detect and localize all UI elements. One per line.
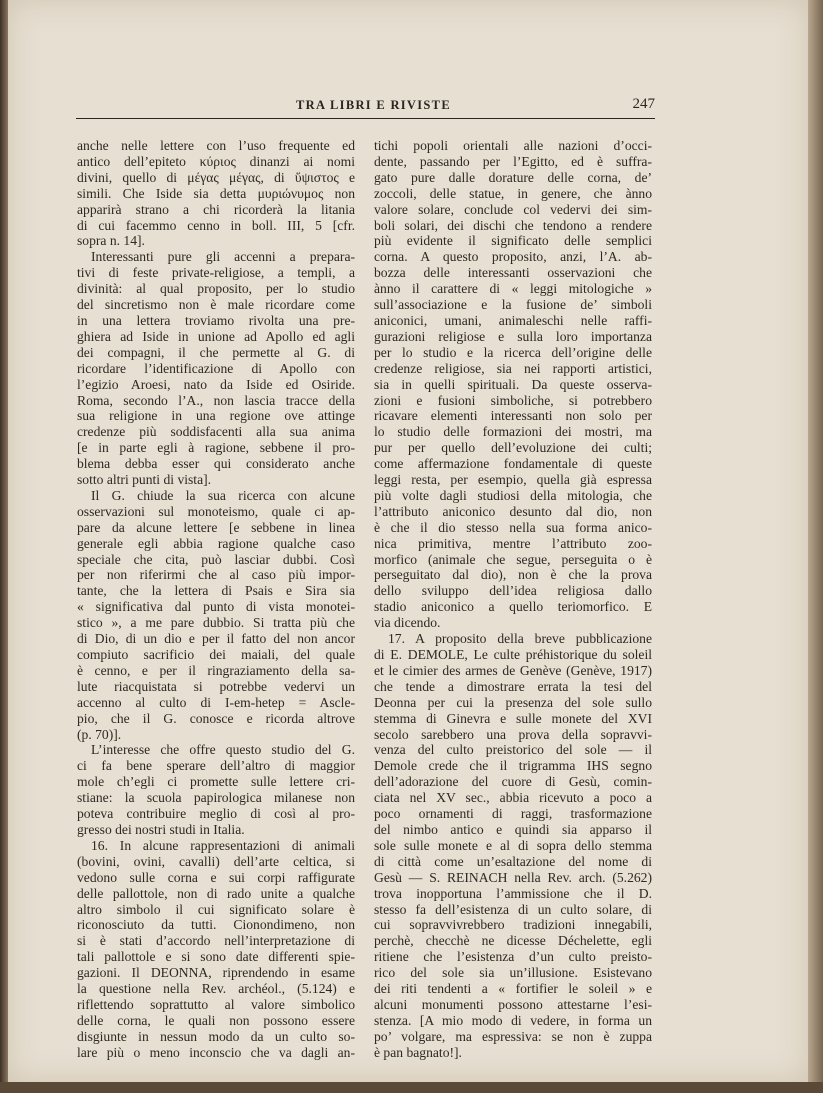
text-line: poteva contribuire meglio di così al pro- bbox=[77, 806, 355, 822]
text-line: L’interesse che offre questo studio del G. bbox=[91, 742, 355, 758]
text-line: dell’adorazione del cuore di Gesù, comin- bbox=[374, 774, 652, 790]
text-line: di E. DEMOLE, Le culte préhistorique du soleil bbox=[374, 647, 652, 662]
text-line: speciale che cita, può lasciar dubbi. Così bbox=[77, 551, 355, 567]
text-line: per non riferirmi che al caso più impor- bbox=[77, 567, 355, 583]
text-line: di cui facemmo cenno in boll. III, 5 [cfr. bbox=[77, 217, 355, 233]
text-line: cui sopravvivrebbero tradizioni innegabili, bbox=[374, 917, 652, 933]
text-line: pur per quello dell’evoluzione dei culti; bbox=[374, 440, 652, 456]
text-line: dei compagni, il che permette al G. di bbox=[77, 344, 355, 360]
text-line: l’attributo aniconico desunto dal dio, non bbox=[374, 503, 652, 519]
text-line: anche nelle lettere con l’uso frequente ed bbox=[77, 138, 355, 153]
page-number: 247 bbox=[632, 96, 655, 112]
text-line: gresso dei nostri studi in Italia. bbox=[77, 821, 245, 837]
text-line: pio, che il G. conosce e ricorda altrove bbox=[77, 710, 355, 726]
book-binding-edge bbox=[0, 0, 8, 1093]
text-line: (bovini, ovini, cavalli) dell’arte celtica, si bbox=[77, 853, 355, 869]
text-line: stenza. [A mio modo di vedere, in forma un bbox=[374, 1012, 652, 1028]
text-line: dente, passando per l’Egitto, ed è suffra- bbox=[374, 153, 652, 169]
text-line: secolo sarebbero una prova della sopravvi- bbox=[374, 726, 652, 742]
text-line: come affermazione fondamentale di queste bbox=[374, 456, 652, 472]
text-line: leggi resta, per esempio, quella già espressa bbox=[374, 472, 652, 488]
text-line: altro simbolo il cui significato solare è bbox=[77, 901, 355, 917]
text-line: riflettendo soprattutto al valore simbolico bbox=[77, 996, 355, 1012]
text-line: ànno il carattere di « leggi mitologiche » bbox=[374, 281, 652, 297]
text-line: sua religione in una regione ove attinge bbox=[77, 408, 355, 424]
text-line: credenze religiose, sia nei rapporti artistici, bbox=[374, 360, 652, 376]
text-line: ghiera ad Iside in unione ad Apollo ed agli bbox=[77, 328, 355, 344]
text-line: sia in quelli spirituali. Da queste osserva- bbox=[374, 376, 652, 392]
text-line: trova inopportuna l’ammissione che il D. bbox=[374, 885, 652, 901]
text-line: stemma di Ginevra e sulle monete del XVI bbox=[374, 710, 652, 726]
text-line: via dicendo. bbox=[374, 615, 441, 631]
text-line: generale egli abbia ragione qualche caso bbox=[77, 535, 355, 551]
text-line: bozza delle interessanti osservazioni che bbox=[374, 265, 652, 281]
text-line: divini, quello di μέγας μέγας, di ὕψιστος e bbox=[77, 169, 355, 185]
text-line: alcuni monumenti possono attestarne l’esi- bbox=[374, 996, 652, 1012]
text-line: gurazioni religiose e sulla loro importanza bbox=[374, 328, 652, 344]
text-line: poco ornamenti di raggi, trasformazione bbox=[374, 806, 652, 822]
text-line: lo studio delle formazioni dei mostri, ma bbox=[374, 424, 652, 440]
text-line: del sincretismo non è male ricordare come bbox=[77, 297, 355, 313]
text-line: lare più o meno inconscio che va dagli an- bbox=[77, 1044, 355, 1060]
text-line: valore solare, conclude col vedervi dei sim- bbox=[374, 201, 652, 217]
text-line: stico », a me pare dubbio. Si tratta più che bbox=[77, 615, 355, 631]
text-line: credenze più soddisfacenti alla sua anima bbox=[77, 424, 355, 440]
text-line: di città come un’esaltazione del nome di bbox=[374, 853, 652, 869]
text-line: disgiunte in nessun modo da un culto so- bbox=[77, 1028, 355, 1044]
text-line: sotto altri punti di vista]. bbox=[77, 472, 212, 488]
text-line: antico dell’epiteto κύριος dinanzi ai nomi bbox=[77, 153, 355, 169]
text-line: 17. A proposito della breve pubblicazione bbox=[388, 631, 652, 647]
text-line: l’egizio Aroesi, nato da Iside ed Osiride. bbox=[77, 376, 355, 392]
text-line: Demole crede che il trigramma IHS segno bbox=[374, 758, 652, 774]
text-line: Gesù — S. REINACH nella Rev. arch. (5.262) bbox=[374, 869, 652, 885]
text-line: sopra n. 14]. bbox=[77, 233, 145, 249]
text-line: perchè, checchè ne dicesse Déchelette, egli bbox=[374, 933, 652, 949]
text-line: Interessanti pure gli accenni a prepara- bbox=[91, 249, 355, 265]
text-line: ciata nel XV sec., abbia ricevuto a poco a bbox=[374, 790, 652, 806]
text-line: per lo studio e la ricerca dell’origine delle bbox=[374, 344, 652, 360]
text-line: ritiene che l’esistenza d’un culto preisto- bbox=[374, 949, 652, 965]
text-line: « significativa dal punto di vista monotei- bbox=[77, 599, 355, 615]
text-line: pare da alcune lettere [e sebbene in linea bbox=[77, 519, 355, 535]
text-line: mole ch’egli ci promette sulle lettere cri- bbox=[77, 774, 355, 790]
text-line: po’ volgare, ma espressiva: se non è zuppa bbox=[374, 1028, 652, 1044]
text-line: sole sulle monete e al di sopra dello stemma bbox=[374, 837, 652, 853]
text-line: blema debba esser qui considerato anche bbox=[77, 456, 355, 472]
right-text-column bbox=[374, 138, 652, 1061]
text-line: aniconici, umani, animaleschi nelle raffi- bbox=[374, 312, 652, 328]
text-line: rico del sole sia un’illusione. Esistevano bbox=[374, 965, 652, 981]
text-line: zoccoli, delle statue, in genere, che ànno bbox=[374, 185, 652, 201]
text-line: che tende a dimostrare errata la tesi del bbox=[374, 678, 652, 694]
text-line: tali pallottole e si sono date differenti spie- bbox=[77, 949, 355, 965]
page-bottom-edge bbox=[0, 1082, 823, 1093]
text-line: la questione nella Rev. archéol., (5.124) e bbox=[77, 981, 355, 997]
text-line: divinità: al qual proposito, per lo studio bbox=[77, 281, 355, 297]
text-line: Roma, secondo l’A., non lascia tracce della bbox=[77, 392, 355, 408]
text-line: corna. A questo proposito, anzi, l’A. ab- bbox=[374, 249, 652, 265]
text-line: è cenno, e per il ringraziamento della sa- bbox=[77, 662, 355, 678]
text-line: stesso fa dell’esistenza di un culto solare, di bbox=[374, 901, 652, 917]
text-line: simili. Che Iside sia detta μυριώνυμος non bbox=[77, 185, 355, 201]
text-line: ricordare l’identificazione di Apollo con bbox=[77, 360, 355, 376]
text-line: perseguitato dal dio), non è che la prova bbox=[374, 567, 652, 583]
text-line: (p. 70)]. bbox=[77, 726, 122, 742]
text-line: stiane: la scuola papirologica milanese non bbox=[77, 790, 355, 806]
text-line: gato pure dalle dorature delle corna, de’ bbox=[374, 169, 652, 185]
text-line: vedono sulle corna e sui corpi raffigurate bbox=[77, 869, 355, 885]
text-line: accenno al culto di I-em-hetep = Ascle- bbox=[77, 694, 355, 710]
text-line: tante, che la lettera di Psais e Sira sia bbox=[77, 583, 355, 599]
text-line: sull’associazione e la fusione de’ simboli bbox=[374, 297, 652, 313]
text-line: dei riti tendenti a « fortifier le soleil » e bbox=[374, 981, 652, 997]
text-line: del nimbo antico e quindi sia apparso il bbox=[374, 821, 652, 837]
left-text-column bbox=[77, 138, 355, 1061]
text-line: tivi di feste private-religiose, a templi, a bbox=[77, 265, 355, 281]
text-line: [e in parte egli à ragione, sebbene il pro- bbox=[77, 440, 355, 456]
text-line: venza del culto preistorico del sole — il bbox=[374, 742, 652, 758]
text-line: compiuto sacrificio dei maiali, del quale bbox=[77, 647, 355, 662]
text-line: lute riacquistata si potrebbe vedervi un bbox=[77, 678, 355, 694]
text-line: zioni e fusioni simboliche, si potrebbero bbox=[374, 392, 652, 408]
text-line: dello sviluppo dell’idea religiosa dallo bbox=[374, 583, 652, 599]
text-line: è che il dio stesso nella sua forma anico- bbox=[374, 519, 652, 535]
text-line: stadio aniconico a quello teriomorfico. E bbox=[374, 599, 652, 615]
page-right-edge bbox=[808, 0, 823, 1093]
text-line: nica primitiva, mentre l’attributo zoo- bbox=[374, 535, 652, 551]
text-line: tichi popoli orientali alle nazioni d’occi- bbox=[374, 138, 652, 153]
text-line: gazioni. Il DEONNA, riprendendo in esame bbox=[77, 965, 355, 981]
page-header bbox=[76, 98, 655, 118]
text-line: delle corna, le quali non possono essere bbox=[77, 1012, 355, 1028]
text-line: Il G. chiude la sua ricerca con alcune bbox=[91, 487, 355, 503]
text-line: ci fa bene sperare dell’altro di maggior bbox=[77, 758, 355, 774]
text-line: si è stati d’accordo nell’interpretazione di bbox=[77, 933, 355, 949]
text-line: in una lettera troviamo rivolta una pre- bbox=[77, 312, 355, 328]
text-line: et le cimier des armes de Genève (Genève, 1917) bbox=[374, 662, 652, 678]
text-line: 16. In alcune rappresentazioni di animali bbox=[91, 837, 355, 853]
header-rule bbox=[76, 118, 655, 119]
text-line: apparirà strano a chi ricorderà la litania bbox=[77, 201, 355, 217]
text-line: più volte dagli studiosi della mitologia, che bbox=[374, 487, 652, 503]
text-line: Deonna per cui la presenza del sole sullo bbox=[374, 694, 652, 710]
text-line: delle pallottole, non di rado unite a qualche bbox=[77, 885, 355, 901]
text-line: osservazioni sul monoteismo, quale ci ap- bbox=[77, 503, 355, 519]
text-line: morfico (animale che segue, perseguita o è bbox=[374, 551, 652, 567]
text-line: di Dio, di un dio e per il fatto del non ancor bbox=[77, 631, 355, 647]
text-line: boli solari, dei dischi che tendono a rendere bbox=[374, 217, 652, 233]
text-line: ricavare elementi interessanti non solo per bbox=[374, 408, 652, 424]
text-line: è pan bagnato!]. bbox=[374, 1044, 462, 1060]
text-line: più evidente il significato delle semplici bbox=[374, 233, 652, 249]
running-title: TRA LIBRI E RIVISTE bbox=[296, 98, 451, 112]
text-line: riconosciuto da tutti. Cionondimeno, non bbox=[77, 917, 355, 933]
